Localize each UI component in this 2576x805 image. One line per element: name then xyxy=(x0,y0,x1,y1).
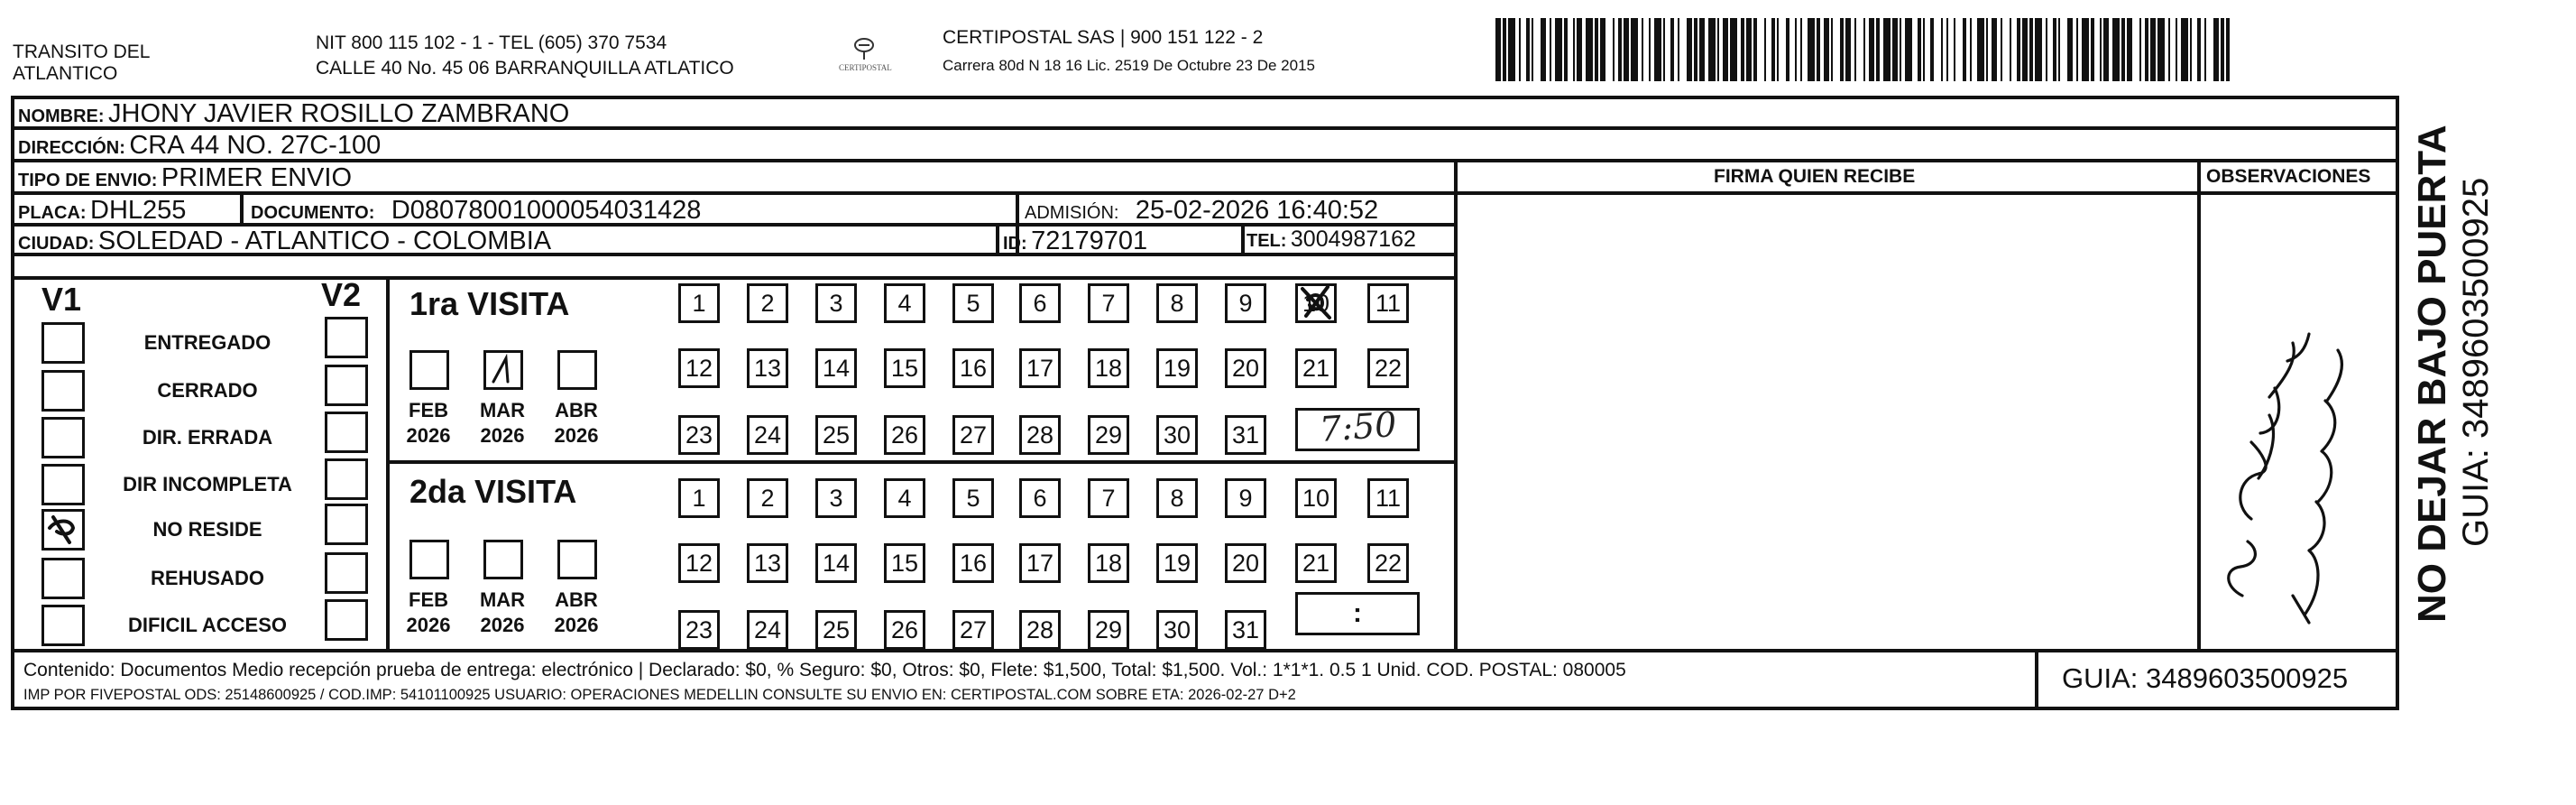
day-box[interactable]: 25 xyxy=(815,415,857,455)
tel-value: 3004987162 xyxy=(1290,227,1416,252)
barcode-bar xyxy=(1883,18,1891,81)
status-v2-checkbox[interactable] xyxy=(325,317,368,358)
barcode-bar xyxy=(1631,18,1638,81)
day-box[interactable]: 5 xyxy=(952,478,994,518)
status-v2-checkbox[interactable] xyxy=(325,599,368,641)
barcode-bar xyxy=(1863,18,1865,81)
barcode-bar xyxy=(1918,18,1921,81)
status-label: NO RESIDE xyxy=(152,518,262,541)
day-box[interactable]: 14 xyxy=(815,348,857,388)
barcode-bar xyxy=(1503,18,1506,81)
status-v2-checkbox[interactable] xyxy=(325,458,368,500)
barcode-bar xyxy=(1678,18,1679,81)
day-box[interactable]: 17 xyxy=(1019,543,1061,583)
day-box[interactable]: 9 xyxy=(1225,283,1266,323)
status-v1-checkbox[interactable] xyxy=(41,558,85,599)
barcode-bar xyxy=(1687,18,1692,81)
barcode-bar xyxy=(1817,18,1820,81)
barcode-bar xyxy=(1730,18,1737,81)
day-box[interactable]: 15 xyxy=(884,348,925,388)
barcode-bar xyxy=(2100,18,2102,81)
v2-label: V2 xyxy=(321,276,362,313)
row-divider xyxy=(2197,191,2399,195)
barcode-bar xyxy=(1954,18,1955,81)
id-value: 72179701 xyxy=(1031,227,1148,255)
barcode-bar xyxy=(1746,18,1752,81)
day-box[interactable]: 26 xyxy=(884,610,925,650)
documento-field xyxy=(251,196,701,226)
day-box[interactable]: 1 xyxy=(678,283,720,323)
year-label: 2026 xyxy=(406,614,451,636)
barcode-bar xyxy=(1555,18,1562,81)
direccion-value: CRA 44 NO. 27C-100 xyxy=(129,131,382,160)
barcode-bar xyxy=(1564,18,1568,81)
year-label: 2026 xyxy=(480,424,525,447)
carrier-line: CERTIPOSTAL SAS | 900 151 122 - 2 xyxy=(943,27,1264,48)
day-box[interactable]: 28 xyxy=(1019,610,1061,650)
day-mark-icon xyxy=(1295,283,1337,323)
barcode-bar xyxy=(1694,18,1697,81)
barcode-bar xyxy=(1723,18,1728,81)
barcode-bar xyxy=(1905,18,1912,81)
day-box[interactable]: 1 xyxy=(678,478,720,518)
day-box[interactable]: 19 xyxy=(1156,348,1198,388)
barcode-bar xyxy=(1900,18,1901,81)
month-checkbox[interactable] xyxy=(483,350,523,390)
barcode-bar xyxy=(1699,18,1705,81)
day-box[interactable]: 27 xyxy=(952,415,994,455)
barcode-bar xyxy=(1649,18,1651,81)
barcode-bar xyxy=(1519,18,1521,81)
day-box[interactable]: 6 xyxy=(1019,478,1061,518)
year-label: 2026 xyxy=(406,424,451,447)
barcode-bar xyxy=(2145,18,2148,81)
id-field xyxy=(1003,227,1147,256)
barcode-bar xyxy=(2010,18,2011,81)
barcode-bar xyxy=(1923,18,1925,81)
status-v2-checkbox[interactable] xyxy=(325,552,368,594)
barcode-bar xyxy=(2067,18,2073,81)
day-box[interactable]: 13 xyxy=(747,543,788,583)
day-box[interactable]: 16 xyxy=(952,543,994,583)
barcode-bar xyxy=(2176,18,2177,81)
status-v1-checkbox[interactable] xyxy=(41,509,85,551)
tipo-envio-row xyxy=(18,163,352,193)
col-divider xyxy=(996,223,999,254)
day-box[interactable]: 20 xyxy=(1225,348,1266,388)
barcode-bar xyxy=(2213,18,2219,81)
tel-field xyxy=(1247,227,1416,253)
month-label: ABR xyxy=(555,588,598,611)
company-name-line1: TRANSITO DEL xyxy=(13,42,151,62)
barcode-bar xyxy=(1795,18,1797,81)
day-box[interactable]: 18 xyxy=(1088,348,1129,388)
status-label: CERRADO xyxy=(157,379,258,402)
placa-field xyxy=(18,196,186,226)
status-v1-checkbox[interactable] xyxy=(41,322,85,364)
barcode-bar xyxy=(2139,18,2141,81)
barcode-bar xyxy=(2091,18,2094,81)
ciudad-field xyxy=(18,227,551,256)
day-box[interactable]: 16 xyxy=(952,348,994,388)
col-divider xyxy=(2197,159,2201,651)
barcode-bar xyxy=(2121,18,2125,81)
status-v2-checkbox[interactable] xyxy=(325,412,368,453)
barcode-bar xyxy=(2127,18,2132,81)
day-box[interactable]: 11 xyxy=(1367,283,1409,323)
barcode-bar xyxy=(1663,18,1665,81)
admision-field xyxy=(1025,196,1378,226)
barcode-bar xyxy=(1946,18,1948,81)
status-v2-checkbox[interactable] xyxy=(325,365,368,406)
status-label: DIR. ERRADA xyxy=(142,426,273,449)
day-box[interactable]: 12 xyxy=(678,348,720,388)
day-box[interactable]: 30 xyxy=(1156,415,1198,455)
barcode-bar xyxy=(1771,18,1775,81)
barcode-bar xyxy=(2190,18,2192,81)
barcode-bar xyxy=(1541,18,1546,81)
barcode-bar xyxy=(1741,18,1744,81)
barcode-bar xyxy=(2181,18,2188,81)
year-label: 2026 xyxy=(554,614,599,636)
barcode-bar xyxy=(2035,18,2042,81)
day-box[interactable]: 23 xyxy=(678,610,720,650)
day-box[interactable]: 17 xyxy=(1019,348,1061,388)
barcode-bar xyxy=(1892,18,1898,81)
month-label: ABR xyxy=(555,399,598,421)
barcode-bar xyxy=(1670,18,1674,81)
day-box[interactable]: 7 xyxy=(1088,283,1129,323)
barcode-bar xyxy=(1970,18,1972,81)
barcode-bar xyxy=(1526,18,1530,81)
barcode-bar xyxy=(1717,18,1719,81)
form-frame xyxy=(11,96,2399,710)
ciudad-value: SOLEDAD - ATLANTICO - COLOMBIA xyxy=(97,227,552,255)
barcode-bar xyxy=(1963,18,1966,81)
footer-guia: GUIA: 3489603500925 xyxy=(2062,662,2349,694)
barcode-bar xyxy=(1876,18,1880,81)
ciudad-label: CIUDAD: xyxy=(18,234,95,254)
day-box[interactable]: 8 xyxy=(1156,283,1198,323)
barcode xyxy=(1495,18,2230,81)
barcode-bar xyxy=(2221,18,2224,81)
col-divider xyxy=(240,191,244,224)
license-line: Carrera 80d N 18 16 Lic. 2519 De Octubre 23 De 2015 xyxy=(943,57,1315,74)
month-label: FEB xyxy=(409,399,448,421)
documento-label: DOCUMENTO: xyxy=(251,203,375,223)
barcode-bar xyxy=(1800,18,1802,81)
barcode-bar xyxy=(1550,18,1551,81)
nombre-value: JHONY JAVIER ROSILLO ZAMBRANO xyxy=(108,99,570,128)
status-v1-checkbox[interactable] xyxy=(41,605,85,646)
day-box[interactable]: 5 xyxy=(952,283,994,323)
day-box[interactable]: 22 xyxy=(1367,543,1409,583)
status-label: ENTREGADO xyxy=(143,331,271,354)
status-v1-checkbox[interactable] xyxy=(41,464,85,505)
day-box[interactable]: 3 xyxy=(815,478,857,518)
nombre-label: NOMBRE: xyxy=(18,106,105,126)
documento-value: D08078001000054031428 xyxy=(391,196,702,225)
day-box[interactable]: 18 xyxy=(1088,543,1129,583)
day-box[interactable]: 4 xyxy=(884,478,925,518)
barcode-bar xyxy=(2103,18,2109,81)
barcode-bar xyxy=(2112,18,2120,81)
barcode-bar xyxy=(1854,18,1856,81)
barcode-bar xyxy=(2150,18,2156,81)
barcode-bar xyxy=(2053,18,2056,81)
visit-1-title: 1ra VISITA xyxy=(409,285,570,322)
row-divider xyxy=(11,649,2399,652)
direccion-row xyxy=(18,131,381,161)
barcode-bar xyxy=(1977,18,1984,81)
day-box[interactable]: 10 xyxy=(1295,283,1337,323)
barcode-bar xyxy=(1586,18,1593,81)
address-line: CALLE 40 No. 45 06 BARRANQUILLA ATLATICO xyxy=(316,58,734,79)
month-checkbox[interactable] xyxy=(409,350,449,390)
admision-value: 25-02-2026 16:40:52 xyxy=(1135,196,1379,225)
barcode-bar xyxy=(1930,18,1934,81)
barcode-bar xyxy=(2157,18,2165,81)
barcode-bar xyxy=(1577,18,1582,81)
day-box[interactable]: 24 xyxy=(747,610,788,650)
barcode-bar xyxy=(1764,18,1766,81)
barcode-bar xyxy=(1840,18,1844,81)
day-box[interactable]: 22 xyxy=(1367,348,1409,388)
barcode-bar xyxy=(1708,18,1716,81)
day-box[interactable]: 3 xyxy=(815,283,857,323)
day-box[interactable]: 12 xyxy=(678,543,720,583)
visit-1-time-handwritten: 7:50 xyxy=(1318,404,1398,449)
barcode-bar xyxy=(2076,18,2078,81)
barcode-bar xyxy=(1808,18,1815,81)
day-box[interactable]: 31 xyxy=(1225,415,1266,455)
barcode-bar xyxy=(2017,18,2020,81)
status-v1-checkbox[interactable] xyxy=(41,370,85,412)
logo-text: CERTIPOSTAL xyxy=(839,63,892,72)
status-v1-checkbox[interactable] xyxy=(41,417,85,458)
placa-label: PLACA: xyxy=(18,203,87,223)
barcode-bar xyxy=(2197,18,2201,81)
barcode-bar xyxy=(2082,18,2089,81)
barcode-bar xyxy=(1642,18,1643,81)
day-box[interactable]: 13 xyxy=(747,348,788,388)
barcode-bar xyxy=(2058,18,2060,81)
day-box[interactable]: 21 xyxy=(1295,543,1337,583)
no-dejar-bajo-puerta: NO DEJAR BAJO PUERTA xyxy=(2410,125,2454,623)
day-box[interactable]: 7 xyxy=(1088,478,1129,518)
day-box[interactable]: 31 xyxy=(1225,610,1266,650)
barcode-bar xyxy=(1573,18,1575,81)
barcode-bar xyxy=(1869,18,1874,81)
placa-value: DHL255 xyxy=(90,196,187,225)
day-box[interactable]: 6 xyxy=(1019,283,1061,323)
barcode-bar xyxy=(1941,18,1943,81)
col-divider xyxy=(1454,159,1458,651)
side-guia: GUIA: 3489603500925 xyxy=(2456,177,2496,547)
month-checkbox[interactable] xyxy=(557,350,597,390)
day-box[interactable]: 19 xyxy=(1156,543,1198,583)
observaciones-header: OBSERVACIONES xyxy=(2206,166,2371,187)
month-checkbox[interactable] xyxy=(557,540,597,579)
barcode-bar xyxy=(2168,18,2170,81)
barcode-bar xyxy=(1777,18,1779,81)
checkmark-icon xyxy=(44,512,82,548)
day-box[interactable]: 2 xyxy=(747,283,788,323)
observaciones-handwriting xyxy=(2215,325,2360,650)
day-box[interactable]: 27 xyxy=(952,610,994,650)
barcode-bar xyxy=(1824,18,1829,81)
footer-imp: IMP POR FIVEPOSTAL ODS: 25148600925 / COD.IMP: 54101100925 USUARIO: OPERACIONES MEDELLIN CONSULTE SU ENVIO EN: CERTIPOSTAL.COM SOBRE ETA: 2026-02-27 D+2 xyxy=(23,687,1296,703)
direccion-label: DIRECCIÓN: xyxy=(18,138,125,158)
barcode-bar xyxy=(1831,18,1833,81)
day-box[interactable]: 15 xyxy=(884,543,925,583)
barcode-bar xyxy=(2204,18,2206,81)
col-divider xyxy=(2035,649,2038,710)
certipostal-logo xyxy=(839,32,892,74)
barcode-bar xyxy=(1495,18,1501,81)
col-divider xyxy=(2396,159,2399,651)
status-label: DIR INCOMPLETA xyxy=(123,473,292,495)
barcode-bar xyxy=(1595,18,1598,81)
status-v2-checkbox[interactable] xyxy=(325,504,368,545)
barcode-bar xyxy=(2001,18,2002,81)
year-label: 2026 xyxy=(554,424,599,447)
barcode-bar xyxy=(1532,18,1533,81)
day-box[interactable]: 24 xyxy=(747,415,788,455)
day-box[interactable]: 2 xyxy=(747,478,788,518)
day-box[interactable]: 9 xyxy=(1225,478,1266,518)
tipo-envio-value: PRIMER ENVIO xyxy=(161,163,353,192)
barcode-bar xyxy=(1753,18,1757,81)
row-divider xyxy=(11,276,1458,280)
checkmark-icon xyxy=(486,353,520,387)
day-box[interactable]: 28 xyxy=(1019,415,1061,455)
barcode-bar xyxy=(1613,18,1615,81)
barcode-bar xyxy=(1845,18,1851,81)
admision-label: ADMISIÓN: xyxy=(1025,203,1119,223)
company-name-line2: ATLANTICO xyxy=(13,63,118,84)
day-box[interactable]: 4 xyxy=(884,283,925,323)
v1-label: V1 xyxy=(41,281,82,318)
month-label: FEB xyxy=(409,588,448,611)
footer-contenido: Contenido: Documentos Medio recepción prueba de entrega: electrónico | Declarado: $0, % Seguro: $0, Otros: $0, Flete: $1,500, Total: $1,500. Vol.: 1*1*1. 0.5 1 Unid. COD. POSTAL: 080005 xyxy=(23,660,1626,680)
visit-divider xyxy=(386,460,1458,464)
barcode-bar xyxy=(1624,18,1629,81)
day-box[interactable]: 10 xyxy=(1295,478,1337,518)
barcode-bar xyxy=(2226,18,2230,81)
day-box[interactable]: 26 xyxy=(884,415,925,455)
barcode-bar xyxy=(1654,18,1661,81)
day-box[interactable]: 23 xyxy=(678,415,720,455)
day-box[interactable]: 14 xyxy=(815,543,857,583)
tel-label: TEL: xyxy=(1247,231,1287,251)
barcode-bar xyxy=(1618,18,1622,81)
day-box[interactable]: 11 xyxy=(1367,478,1409,518)
tipo-envio-label: TIPO DE ENVIO: xyxy=(18,171,158,190)
day-box[interactable]: 25 xyxy=(815,610,857,650)
month-label: MAR xyxy=(479,588,526,611)
day-box[interactable]: 8 xyxy=(1156,478,1198,518)
status-label: DIFICIL ACCESO xyxy=(127,614,287,636)
id-label: ID: xyxy=(1003,234,1027,254)
month-label: MAR xyxy=(479,399,526,421)
day-box[interactable]: 21 xyxy=(1295,348,1337,388)
day-box[interactable]: 29 xyxy=(1088,610,1129,650)
barcode-bar xyxy=(1508,18,1515,81)
barcode-bar xyxy=(1600,18,1605,81)
barcode-bar xyxy=(1786,18,1789,81)
month-checkbox[interactable] xyxy=(409,540,449,579)
year-label: 2026 xyxy=(480,614,525,636)
day-box[interactable]: 30 xyxy=(1156,610,1198,650)
status-label: REHUSADO xyxy=(151,567,264,589)
month-checkbox[interactable] xyxy=(483,540,523,579)
nombre-row xyxy=(18,99,569,129)
day-box[interactable]: 20 xyxy=(1225,543,1266,583)
day-box[interactable]: 29 xyxy=(1088,415,1129,455)
col-divider xyxy=(1241,223,1245,254)
row-divider xyxy=(11,191,2399,195)
barcode-bar xyxy=(2046,18,2047,81)
barcode-bar xyxy=(2029,18,2033,81)
visit-2-title: 2da VISITA xyxy=(409,473,577,510)
barcode-bar xyxy=(1992,18,1997,81)
firma-header: FIRMA QUIEN RECIBE xyxy=(1714,166,1916,187)
barcode-bar xyxy=(1986,18,1988,81)
barcode-bar xyxy=(2022,18,2028,81)
nit-line: NIT 800 115 102 - 1 - TEL (605) 370 7534 xyxy=(316,32,667,53)
visit-2-time-box[interactable]: : xyxy=(1295,592,1420,635)
visit-1-time-box[interactable] xyxy=(1295,404,1420,451)
